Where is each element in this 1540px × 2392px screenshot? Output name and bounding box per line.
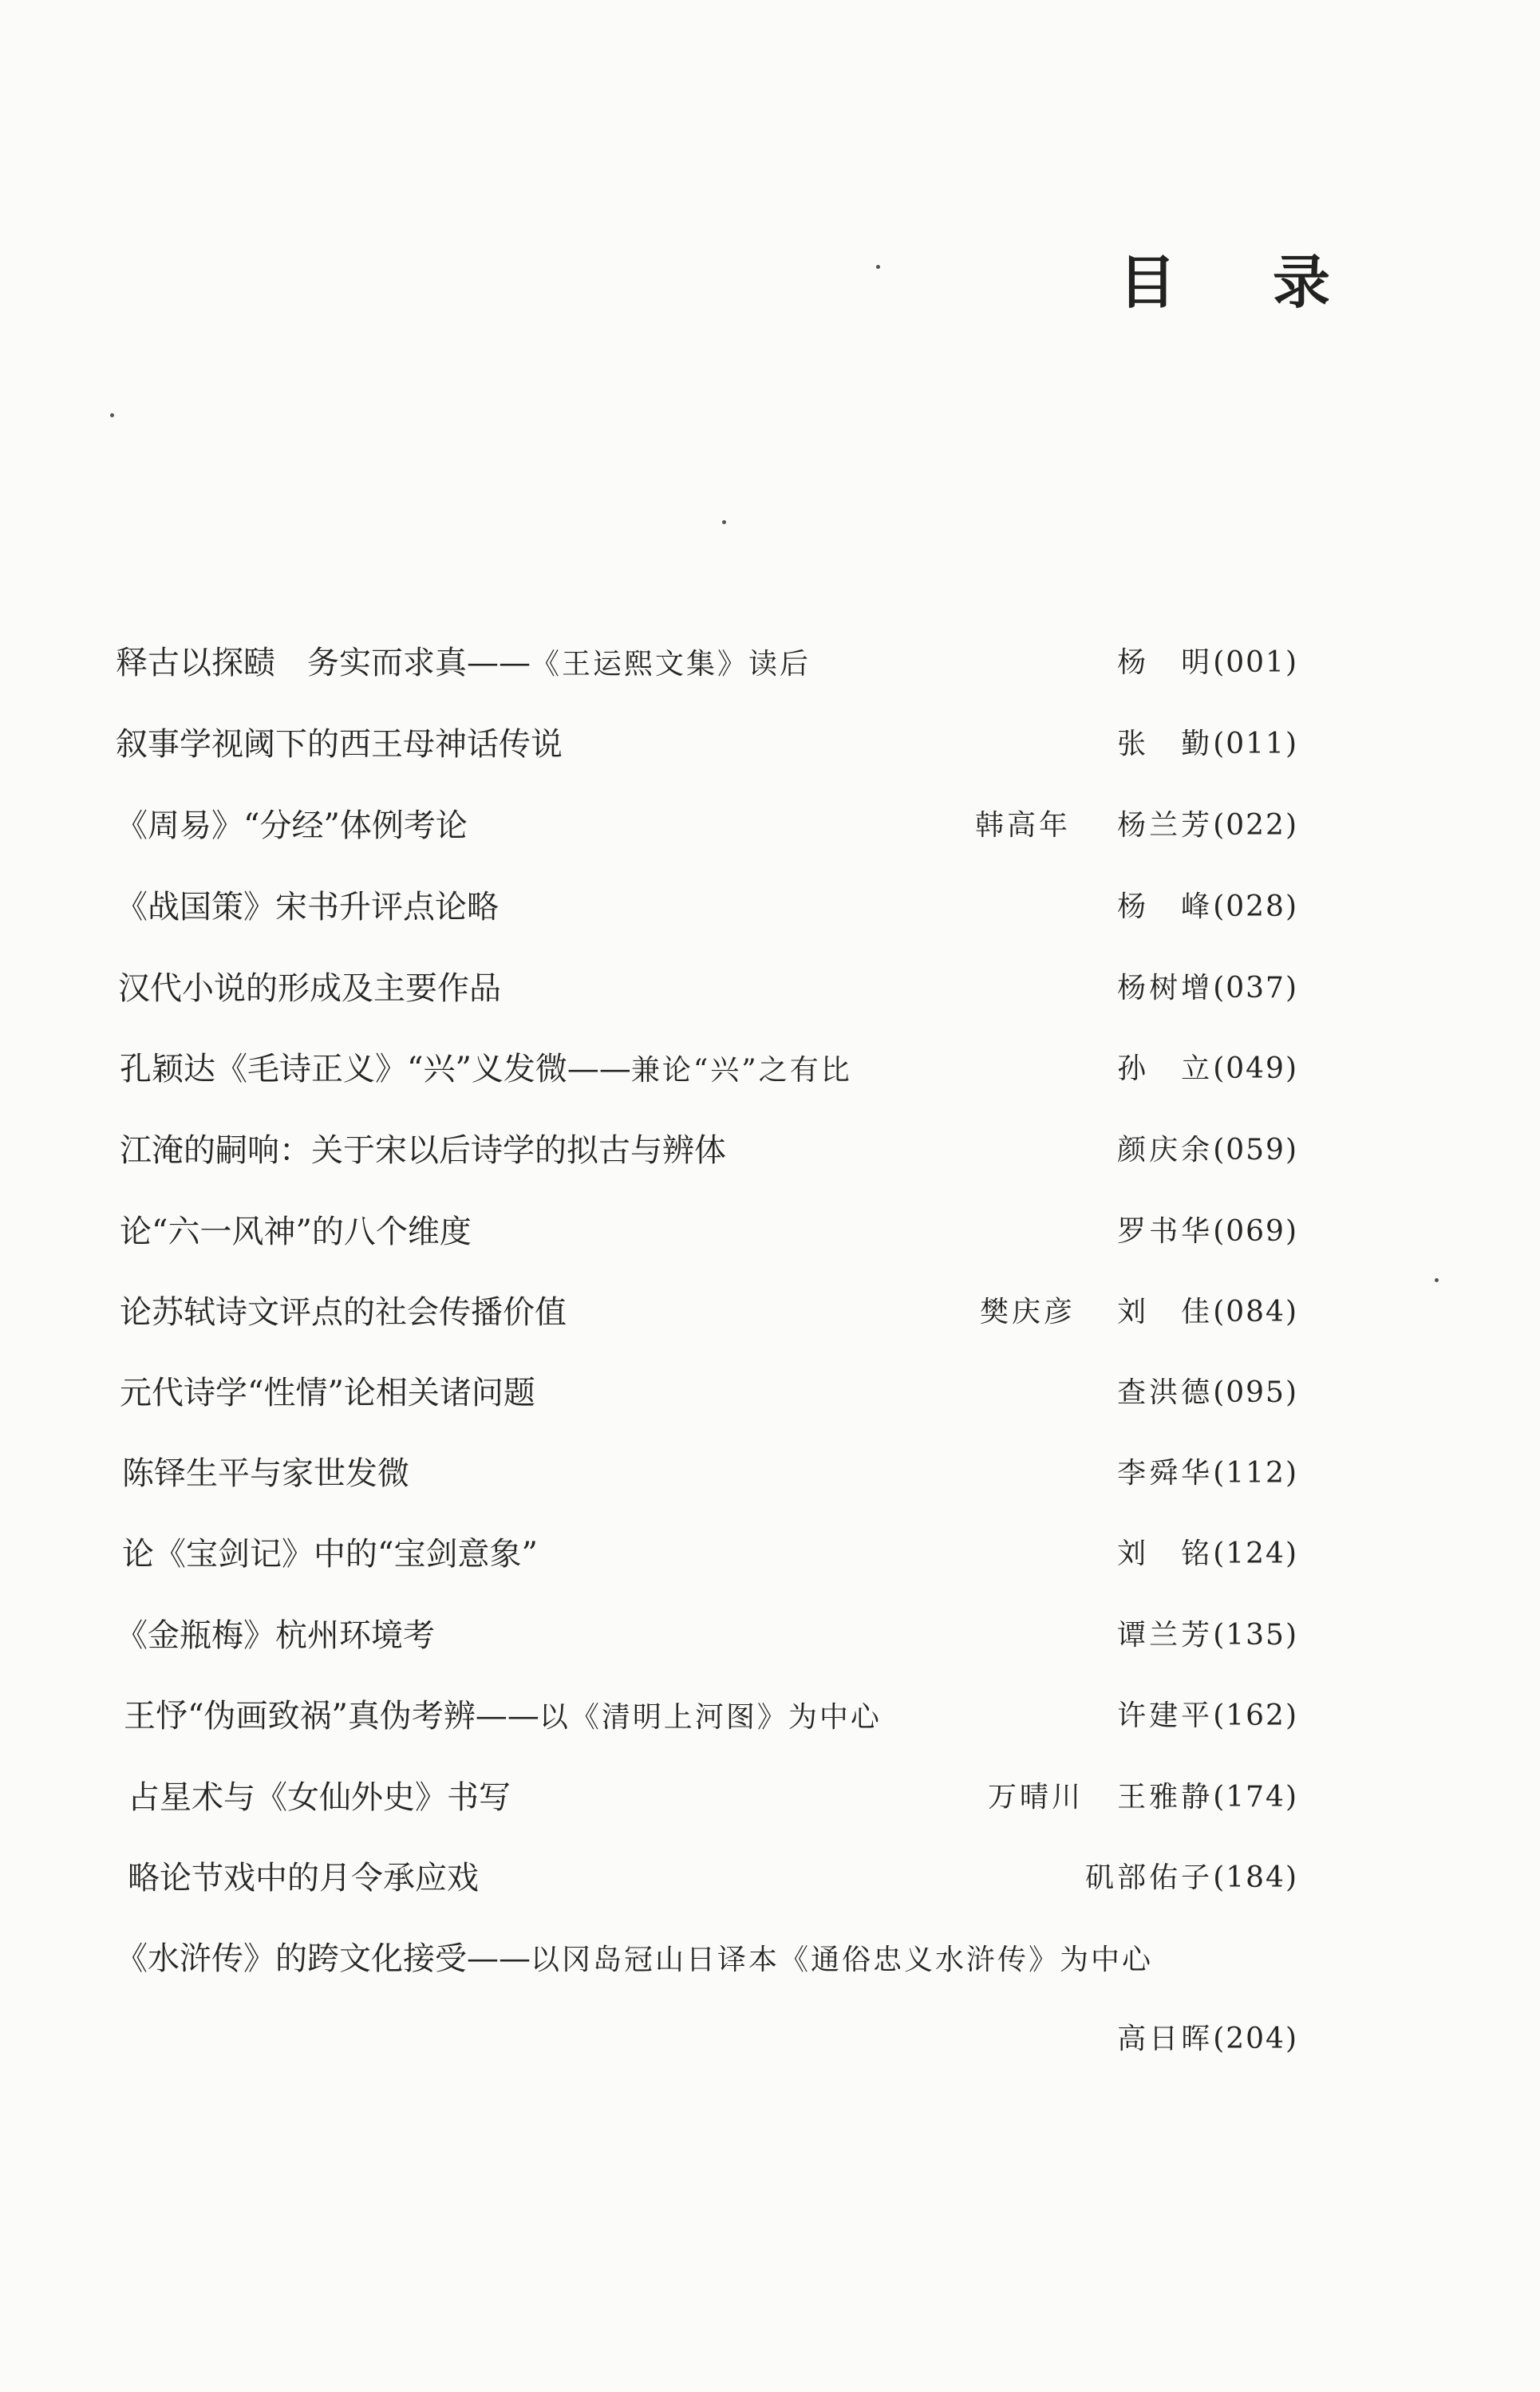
page-number: (069) bbox=[1213, 1215, 1298, 1248]
entry-title bbox=[116, 1608, 435, 1664]
entry-author bbox=[1117, 2011, 1298, 2067]
page-number: (049) bbox=[1213, 1052, 1298, 1085]
page-number: (124) bbox=[1213, 1537, 1298, 1570]
entry-title bbox=[116, 635, 811, 693]
entry-author bbox=[1117, 1770, 1298, 1826]
entry-title bbox=[122, 1446, 409, 1502]
page-number: (028) bbox=[1213, 890, 1298, 923]
toc-entry bbox=[0, 635, 1540, 691]
entry-author bbox=[1117, 716, 1298, 772]
entry-author bbox=[1117, 1608, 1298, 1664]
toc-entry bbox=[0, 2011, 1540, 2067]
entry-coauthor: 韩高年 bbox=[975, 809, 1072, 842]
entry-main-title: 《战国策》宋书升评点论略 bbox=[116, 889, 499, 926]
entry-title bbox=[120, 1204, 472, 1260]
entry-main-title: 陈铎生平与家世发微 bbox=[122, 1455, 409, 1492]
entry-author bbox=[1117, 635, 1298, 691]
entry-main-title: 略论节戏中的月令承应戏 bbox=[128, 1860, 479, 1897]
page-number: (001) bbox=[1213, 646, 1298, 679]
page-number: (022) bbox=[1213, 809, 1298, 842]
page-title: 目 录 bbox=[1118, 248, 1368, 316]
entry-title bbox=[116, 716, 563, 772]
entry-author bbox=[1117, 1688, 1298, 1744]
toc-entry bbox=[0, 1123, 1540, 1178]
entry-title bbox=[120, 1041, 852, 1099]
author-name: 颜庆余 bbox=[1117, 1134, 1214, 1166]
entry-main-title: 论苏轼诗文评点的社会传播价值 bbox=[120, 1294, 567, 1331]
entry-main-title: 《水浒传》的跨文化接受—— bbox=[116, 1940, 531, 1977]
print-speck bbox=[1435, 1278, 1439, 1282]
page-number: (174) bbox=[1213, 1781, 1298, 1814]
entry-title bbox=[116, 798, 468, 854]
entry-title bbox=[116, 879, 499, 935]
author-name: 查洪德 bbox=[1117, 1376, 1214, 1409]
entry-title bbox=[120, 1123, 726, 1178]
author-name: 李舜华 bbox=[1117, 1457, 1214, 1490]
page-number: (184) bbox=[1213, 1861, 1298, 1894]
entry-subtitle: 以冈岛冠山日译本《通俗忠义水浒传》为中心 bbox=[531, 1944, 1154, 1976]
toc-entry bbox=[0, 961, 1540, 1016]
print-speck bbox=[722, 520, 726, 524]
entry-main-title: 孔颖达《毛诗正义》“兴”义发微—— bbox=[120, 1051, 631, 1087]
entry-author bbox=[1117, 1204, 1298, 1260]
entry-subtitle: 兼论“兴”之有比 bbox=[630, 1054, 852, 1087]
author-name: 许建平 bbox=[1117, 1699, 1214, 1732]
toc-entry bbox=[0, 1446, 1540, 1502]
page-number: (059) bbox=[1213, 1134, 1298, 1166]
entry-title bbox=[120, 1365, 535, 1421]
toc-entry bbox=[0, 1365, 1540, 1421]
toc-entry bbox=[0, 1526, 1540, 1582]
entry-main-title: 元代诗学“性情”论相关诸问题 bbox=[120, 1375, 535, 1411]
entry-author bbox=[1117, 1526, 1298, 1582]
entry-title bbox=[128, 1850, 479, 1906]
author-name: 王雅静 bbox=[1117, 1781, 1214, 1814]
print-speck bbox=[876, 265, 880, 269]
author-name: 张 勤 bbox=[1117, 728, 1214, 760]
entry-main-title: 汉代小说的形成及主要作品 bbox=[118, 970, 501, 1007]
entry-title bbox=[120, 1285, 567, 1340]
author-name: 高日晖 bbox=[1117, 2023, 1214, 2055]
entry-title bbox=[128, 1770, 511, 1826]
entry-main-title: 占星术与《女仙外史》书写 bbox=[128, 1779, 511, 1816]
page-number: (135) bbox=[1213, 1619, 1298, 1652]
toc-entry bbox=[0, 1770, 1540, 1826]
entry-main-title: 《金瓶梅》杭州环境考 bbox=[116, 1617, 435, 1654]
entry-title bbox=[124, 1688, 882, 1746]
entry-title bbox=[116, 1931, 1153, 1988]
entry-subtitle: 以《清明上河图》为中心 bbox=[539, 1701, 882, 1734]
page-number: (037) bbox=[1213, 972, 1298, 1005]
toc-entry bbox=[0, 1285, 1540, 1340]
toc-entry bbox=[0, 1850, 1540, 1906]
page-number: (112) bbox=[1213, 1457, 1298, 1490]
entry-title bbox=[118, 961, 501, 1016]
entry-author bbox=[1117, 798, 1298, 854]
author-name: 刘 铭 bbox=[1117, 1537, 1214, 1570]
entry-main-title: 论“六一风神”的八个维度 bbox=[120, 1214, 472, 1250]
entry-author bbox=[1117, 961, 1298, 1016]
entry-author bbox=[1117, 879, 1298, 935]
print-speck bbox=[110, 413, 114, 417]
entry-main-title: 释古以探赜 务实而求真—— bbox=[116, 645, 531, 681]
page-number: (162) bbox=[1213, 1699, 1298, 1732]
page-number: (084) bbox=[1213, 1296, 1298, 1328]
toc-entry bbox=[0, 1688, 1540, 1744]
author-name: 谭兰芳 bbox=[1117, 1619, 1214, 1652]
toc-entry bbox=[0, 1608, 1540, 1664]
entry-subtitle: 《王运熙文集》读后 bbox=[531, 648, 811, 681]
entry-author bbox=[1085, 1850, 1298, 1906]
entry-main-title: 论《宝剑记》中的“宝剑意象” bbox=[122, 1536, 538, 1573]
author-name: 孙 立 bbox=[1117, 1052, 1214, 1085]
entry-main-title: 江淹的嗣响：关于宋以后诗学的拟古与辨体 bbox=[120, 1132, 726, 1169]
entry-author bbox=[1117, 1123, 1298, 1178]
page-number: (011) bbox=[1213, 728, 1298, 760]
toc-entry bbox=[0, 879, 1540, 935]
entry-author bbox=[1117, 1365, 1298, 1421]
entry-author bbox=[1117, 1446, 1298, 1502]
toc-entry bbox=[0, 1931, 1540, 1987]
author-name: 杨 明 bbox=[1117, 646, 1214, 679]
toc-entry bbox=[0, 1041, 1540, 1097]
toc-entry bbox=[0, 798, 1540, 854]
toc-entry bbox=[0, 1204, 1540, 1260]
page-number: (204) bbox=[1213, 2023, 1298, 2055]
entry-main-title: 王忬“伪画致祸”真伪考辨—— bbox=[124, 1698, 539, 1735]
author-name: 杨树增 bbox=[1117, 972, 1214, 1005]
entry-author bbox=[1117, 1285, 1298, 1340]
entry-main-title: 叙事学视阈下的西王母神话传说 bbox=[116, 726, 563, 763]
author-name: 罗书华 bbox=[1117, 1215, 1214, 1248]
author-name: 刘 佳 bbox=[1117, 1296, 1214, 1328]
toc-entry bbox=[0, 716, 1540, 772]
author-name: 杨 峰 bbox=[1117, 890, 1214, 923]
entry-title bbox=[122, 1526, 538, 1582]
entry-coauthor: 樊庆彦 bbox=[980, 1296, 1076, 1328]
entry-author bbox=[1117, 1041, 1298, 1097]
entry-coauthor: 万晴川 bbox=[988, 1781, 1084, 1814]
page-number: (095) bbox=[1213, 1376, 1298, 1409]
author-name: 杨兰芳 bbox=[1117, 809, 1214, 842]
author-name: 矶部佑子 bbox=[1085, 1861, 1214, 1894]
entry-main-title: 《周易》“分经”体例考论 bbox=[116, 807, 468, 844]
